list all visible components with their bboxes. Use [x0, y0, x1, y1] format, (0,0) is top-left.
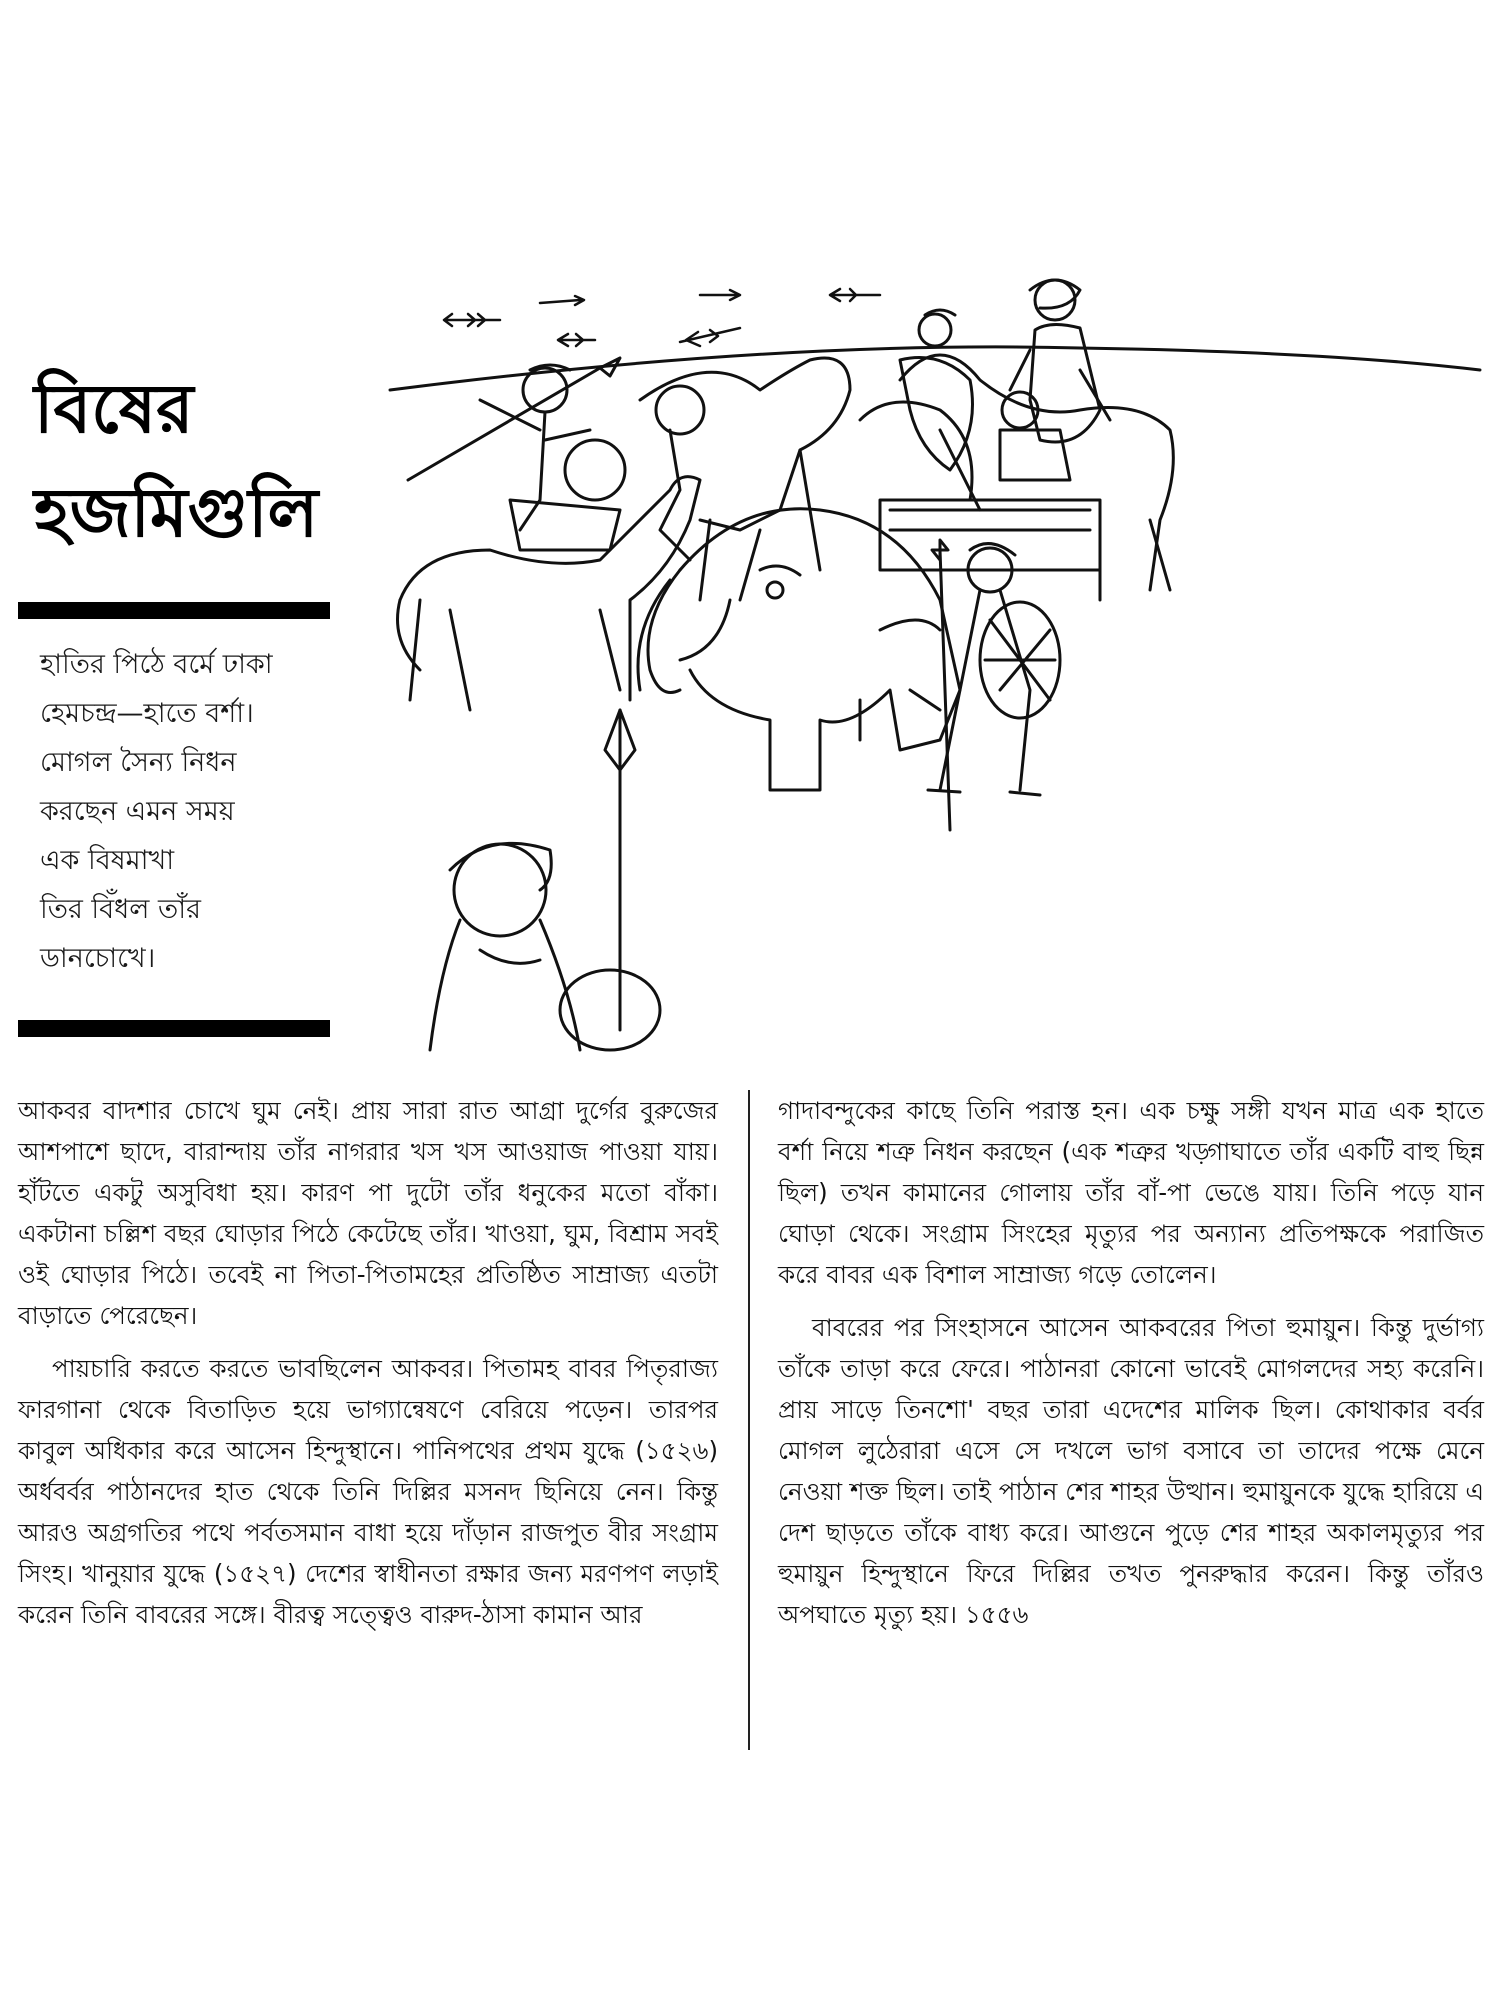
caption-line: করছেন এমন সময় — [40, 796, 235, 827]
illustration-caption — [40, 640, 330, 983]
caption-bottom-rule — [18, 1020, 330, 1037]
caption-line: ডানচোখে। — [40, 943, 156, 974]
body-paragraph: গাদাবন্দুকের কাছে তিনি পরাস্ত হন। এক চক্ষু সঙ্গী যখন মাত্র এক হাতে বর্শা নিয়ে শত্রু নিধন করছেন (এক শত্রুর খড়্গাঘাতে তাঁর একটি বাহু ছিন্ন ছিল) তখন কামানের গোলায় তাঁর বাঁ-পা ভেঙে যায়। তিনি পড়ে যান ঘোড়া থেকে। সংগ্রাম সিংহের মৃত্যুর পর অন্যান্য প্রতিপক্ষকে পরাজিত করে বাবর এক বিশাল সাম্রাজ্য গড়ে তোলেন। — [778, 1096, 1484, 1289]
caption-line: হাতির পিঠে বর্মে ঢাকা — [40, 649, 273, 680]
chapter-title-line-1: বিষের — [34, 370, 194, 449]
arrow-icon — [444, 289, 880, 346]
caption-top-rule — [18, 602, 330, 619]
caption-line: এক বিষমাখা — [40, 845, 175, 876]
battle-scene-illustration — [380, 270, 1490, 1090]
caption-line: তির বিঁধল তাঁর — [40, 894, 201, 925]
body-column-left — [18, 1090, 718, 1635]
body-column-right — [778, 1090, 1484, 1635]
body-paragraph: আকবর বাদশার চোখে ঘুম নেই। প্রায় সারা রাত আগ্রা দুর্গের বুরুজের আশপাশে ছাদে, বারান্দায় তাঁর নাগরার খস খস আওয়াজ পাওয়া যায়। হাঁটতে একটু অসুবিধা হয়। কারণ পা দুটো তাঁর ধনুকের মতো বাঁকা। একটানা চল্লিশ বছর ঘোড়ার পিঠে কেটেছে তাঁর। খাওয়া, ঘুম, বিশ্রাম সবই ওই ঘোড়ার পিঠে। তবেই না পিতা-পিতামহের প্রতিষ্ঠিত সাম্রাজ্য এতটা বাড়াতে পেরেছেন। — [18, 1096, 718, 1330]
body-paragraph: বাবরের পর সিংহাসনে আসেন আকবরের পিতা হুমায়ুন। কিন্তু দুর্ভাগ্য তাঁকে তাড়া করে ফেরে। পাঠানরা কোনো ভাবেই মোগলদের সহ্য করেনি। প্রায় সাড়ে তিনশো' বছর তারা এদেশের মালিক ছিল। কোথাকার বর্বর মোগল লুঠেরারা এসে সে দখলে ভাগ বসাবে তা তাদের পক্ষে মেনে নেওয়া শক্ত ছিল। তাই পাঠান শের শাহর উত্থান। হুমায়ুনকে যুদ্ধে হারিয়ে এ দেশ ছাড়তে তাঁকে বাধ্য করে। আগুনে পুড়ে শের শাহর অকালমৃত্যুর পর হুমায়ুন হিন্দুস্থানে ফিরে দিল্লির তখত পুনরুদ্ধার করেন। কিন্তু তাঁরও অপঘাতে মৃত্যু হয়। ১৫৫৬ — [778, 1313, 1484, 1629]
chapter-title — [34, 358, 354, 566]
caption-line: মোগল সৈন্য নিধন — [40, 747, 237, 778]
column-divider — [748, 1090, 750, 1750]
chapter-title-line-2: হজমিগুলি — [34, 474, 319, 553]
caption-line: হেমচন্দ্র—হাতে বর্শা। — [40, 698, 254, 729]
body-paragraph: পায়চারি করতে করতে ভাবছিলেন আকবর। পিতামহ বাবর পিতৃরাজ্য ফারগানা থেকে বিতাড়িত হয়ে ভাগ্যান্বেষণে বেরিয়ে পড়েন। তারপর কাবুল অধিকার করে আসেন হিন্দুস্থানে। পানিপথের প্রথম যুদ্ধে (১৫২৬) অর্ধবর্বর পাঠানদের হাত থেকে তিনি দিল্লির মসনদ ছিনিয়ে নেন। কিন্তু আরও অগ্রগতির পথে পর্বতসমান বাধা হয়ে দাঁড়ান রাজপুত বীর সংগ্রাম সিংহ। খানুয়ার যুদ্ধে (১৫২৭) দেশের স্বাধীনতা রক্ষার জন্য মরণপণ লড়াই করেন তিনি বাবরের সঙ্গে। বীরত্ব সত্ত্বেও বারুদ-ঠাসা কামান আর — [18, 1354, 718, 1629]
